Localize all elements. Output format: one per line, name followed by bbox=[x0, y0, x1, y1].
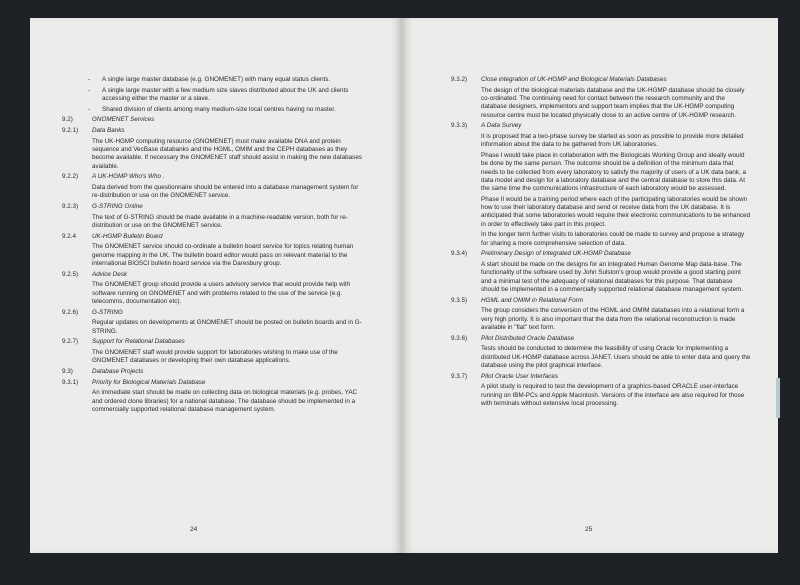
paragraph-text: The text of G-STRING should be made available in a machine-readable version, both for re-distribution or use on the GNOMENET service. bbox=[92, 213, 348, 229]
page-number-right: 25 bbox=[585, 526, 593, 533]
section-heading bbox=[451, 76, 751, 84]
paragraph-text: Data derived from the questionnaire should be entered into a database management system for re-distribution or use on the GNOMENET service. bbox=[92, 184, 359, 200]
section-heading bbox=[62, 233, 362, 241]
section-paragraph bbox=[62, 184, 362, 201]
left-page bbox=[30, 18, 402, 553]
section-paragraph bbox=[451, 87, 751, 120]
indent-spacer bbox=[62, 138, 92, 171]
paragraph-text: The GNOMENET service should co-ordinate a bulletin board service for topics relating human genome mapping in the UK. The bulletin board editor would pass on relevant material to the international BIOSCI bulletin board service via the Daresbury group. bbox=[92, 243, 354, 267]
section-title: Advice Desk bbox=[92, 270, 127, 278]
section-paragraph bbox=[62, 349, 362, 366]
section-number: 9.2.5) bbox=[62, 270, 79, 278]
section-number: 9.2.2) bbox=[62, 173, 79, 181]
section-number: 9.3.2) bbox=[451, 76, 468, 83]
paragraph-text: The GNOMENET staff would provide support for laboratories wishing to make use of the GNOMENET databases or developing their own database applications. bbox=[92, 348, 338, 365]
section-paragraph bbox=[451, 345, 751, 370]
bullet-item bbox=[62, 76, 362, 84]
section-paragraph bbox=[451, 231, 751, 248]
paragraph-text: A pilot study is required to test the development of a graphics-based ORACLE user-interface running on IBM-PCs and Apple Macintosh. Versions of the interface are also required for those with terminals without extensive local processing. bbox=[481, 383, 745, 407]
section-heading bbox=[62, 271, 362, 279]
paragraph-text: The UK-HGMP computing resource (GNOMENET) must make available DNA and protein sequence and VecBase databanks and the HGML, OMIM and the CEPH databases as they become available. If necessary the GNOMENET staff should assist in making the new databases available. bbox=[92, 137, 362, 170]
bullet-dash: - bbox=[88, 105, 91, 113]
section-title: Data Banks bbox=[92, 127, 125, 135]
section-number: 9.2.7) bbox=[62, 338, 79, 346]
bullet-dash: - bbox=[88, 86, 91, 94]
section-title: G-STRING bbox=[92, 308, 123, 316]
paragraph-text: Tests should be conducted to determine the feasibility of using Oracle for implementing a distributed UK-HGMP database across JANET. Users should be able to enter data and query the database using the pilot graphical interface. bbox=[481, 345, 751, 369]
section-title: G-STRING Online bbox=[92, 202, 143, 210]
section-title: A UK-HGMP Who's Who . bbox=[92, 173, 165, 181]
section-number: 9.3.4) bbox=[451, 250, 468, 258]
section-number: 9.2.1) bbox=[62, 127, 79, 135]
section-title: Preliminary Design of Integrated UK-HGMP Database bbox=[481, 250, 631, 258]
section-paragraph bbox=[451, 383, 751, 408]
section-paragraph bbox=[62, 138, 362, 171]
section-number: 9.2.3) bbox=[62, 202, 79, 210]
paragraph-text: Phase II would be a training period where each of the participating laboratories would be shown how to use their laboratory database and send or receive data from the UK database. It is anticipated that some laboratories would require their electronic communications to be enhanced in order to effectively take part in this project. bbox=[481, 195, 751, 228]
section-heading bbox=[62, 309, 362, 317]
section-number: 9.3.5) bbox=[451, 296, 468, 304]
indent-spacer bbox=[451, 345, 481, 370]
indent-spacer bbox=[451, 196, 481, 229]
page-number-left: 24 bbox=[190, 526, 198, 533]
section-paragraph bbox=[451, 261, 751, 294]
bullet-dash: - bbox=[88, 76, 91, 83]
section-heading bbox=[451, 297, 751, 305]
section-number: 9.2.6) bbox=[62, 308, 79, 316]
section-title: Database Projects bbox=[92, 367, 144, 375]
right-page-content bbox=[451, 76, 751, 411]
right-sections bbox=[451, 76, 751, 408]
section-paragraph bbox=[451, 196, 751, 229]
bullet-item bbox=[62, 87, 362, 104]
section-title: Pilot Oracle User Interfaces bbox=[481, 372, 558, 380]
paragraph-text: Phase I would take place in collaboration with the Biologicals Working Group and ideally would be done by the same person. The outcome should be a definition of the minimum data that needs to be collected from every laboratory to satisfy the majority of users of a UK data bank, a data model and design for a laboratory database and the central database to store this data. At the same time the communications infrastructure of each laboratory would be assessed. bbox=[481, 151, 746, 193]
indent-spacer bbox=[62, 349, 92, 366]
section-paragraph bbox=[62, 389, 362, 414]
left-sections bbox=[62, 116, 362, 414]
section-heading bbox=[62, 173, 362, 181]
section-paragraph bbox=[62, 214, 362, 231]
section-number: 9.3.6) bbox=[451, 334, 468, 342]
section-number: 9.3.7) bbox=[451, 372, 468, 380]
section-heading bbox=[451, 122, 751, 130]
section-number: 9.2.4 bbox=[62, 232, 77, 240]
right-page bbox=[402, 18, 778, 553]
paragraph-text: In the longer term further visits to laboratories could be made to survey and propose a strategy for sharing a more comprehensive selection of data. bbox=[481, 231, 745, 247]
section-heading bbox=[451, 250, 751, 258]
section-title: Pilot Distributed Oracle Database bbox=[481, 334, 575, 342]
bullet-item bbox=[62, 106, 362, 114]
paragraph-text: Regular updates on developments at GNOMENET should be posted on bulletin boards and in G-STRING. bbox=[92, 319, 362, 335]
indent-spacer bbox=[451, 383, 481, 408]
indent-spacer bbox=[62, 214, 92, 231]
indent-spacer bbox=[451, 152, 481, 193]
indent-spacer bbox=[451, 87, 481, 120]
section-paragraph bbox=[62, 243, 362, 268]
section-number: 9.3) bbox=[62, 367, 73, 375]
paragraph-text: The group considers the conversion of the HGML and OMIM databases into a relational form a very high priority. It is also important that the data from the relational reconstruction is made available in "flat" text form. bbox=[481, 307, 745, 331]
section-heading bbox=[62, 338, 362, 346]
section-number: 9.3.3) bbox=[451, 122, 468, 130]
section-title: Close integration of UK-HGMP and Biological Materials Databases bbox=[481, 76, 667, 83]
section-heading bbox=[62, 368, 362, 376]
section-number: 9.3.1) bbox=[62, 378, 79, 386]
section-heading bbox=[451, 373, 751, 381]
indent-spacer bbox=[62, 243, 92, 268]
paragraph-text: The design of the biological materials database and the UK-HGMP database should be closely co-ordinated. The continuing need for contact between the research community and the database designers, implementors and support team implies that the UK-HGMP computing resource centre must be located physically close to an active centre of UK-HGMP research. bbox=[481, 86, 745, 119]
section-title: Priority for Biological Materials Database bbox=[92, 378, 206, 386]
section-title: Support for Relational Databases bbox=[92, 338, 185, 346]
section-paragraph bbox=[62, 281, 362, 306]
section-heading bbox=[62, 127, 362, 135]
section-title: A Data Survey bbox=[481, 122, 522, 130]
indent-spacer bbox=[451, 231, 481, 248]
paragraph-text: The GNOMENET group should provide a users advisory service that would provide help with software running on GNOMENET and with problems related to the use of the service (e.g. telecomms, documentation etc). bbox=[92, 281, 351, 305]
page-edge-tab bbox=[776, 378, 780, 418]
section-title: HGML and OMIM in Relational Form bbox=[481, 296, 584, 304]
section-paragraph bbox=[451, 152, 751, 193]
indent-spacer bbox=[62, 389, 92, 414]
section-heading bbox=[62, 203, 362, 211]
section-heading bbox=[451, 335, 751, 343]
section-title: GNOMENET Services bbox=[92, 116, 155, 124]
bullet-text: A single large master with a few medium size slaves distributed about the UK and clients accessing either the master or a slave. bbox=[102, 86, 349, 102]
indent-spacer bbox=[62, 281, 92, 306]
section-number: 9.2) bbox=[62, 116, 73, 124]
section-paragraph bbox=[451, 133, 751, 150]
section-paragraph bbox=[62, 319, 362, 336]
indent-spacer bbox=[62, 319, 92, 336]
section-heading bbox=[62, 116, 362, 124]
bullet-list bbox=[62, 76, 362, 114]
section-title: UK-HGMP Bulletin Board bbox=[92, 232, 163, 240]
indent-spacer bbox=[451, 261, 481, 294]
section-paragraph bbox=[451, 307, 751, 332]
indent-spacer bbox=[62, 184, 92, 201]
paragraph-text: A start should be made on the designs for an integrated Human Genome Map data-base. The functionality of the software used by John Sulston's group would provide a good starting point and a minimal test of the adequacy of relational databases for this purpose. That database should be implemented in a commercially supported relational database management system. bbox=[481, 261, 744, 293]
indent-spacer bbox=[451, 133, 481, 150]
section-heading bbox=[62, 379, 362, 387]
paragraph-text: It is proposed that a two-phase survey be started as soon as possible to provide more detailed information about the data to be gathered from UK laboratories. bbox=[481, 132, 744, 149]
left-page-content bbox=[62, 76, 362, 417]
bullet-text: A single large master database (e.g. GNOMENET) with many equal status clients. bbox=[102, 76, 331, 83]
indent-spacer bbox=[451, 307, 481, 332]
paragraph-text: An immediate start should be made on collecting data on biological materials (e.g. probes, YAC and ordered clone libraries) for a national database. The database should be implemented in a commercially supported relational database management system. bbox=[92, 389, 358, 413]
bullet-text: Shared division of clients among many medium-size local centres having no master. bbox=[102, 105, 336, 113]
